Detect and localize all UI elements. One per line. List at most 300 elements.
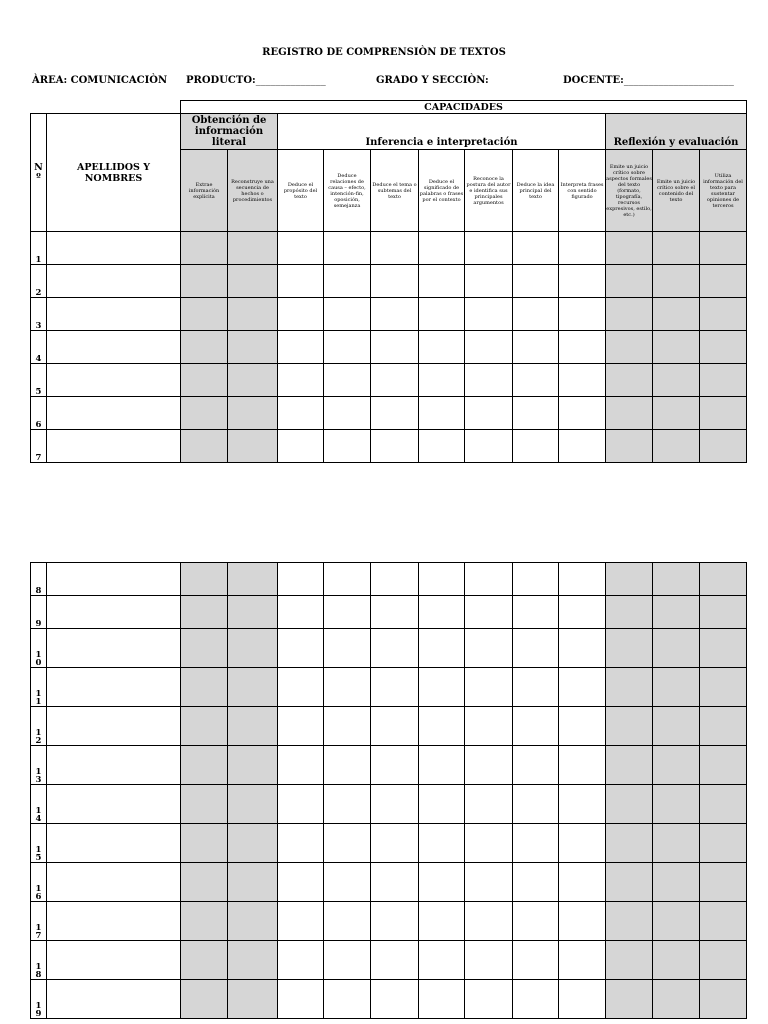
- score-cell[interactable]: [181, 668, 228, 707]
- score-cell[interactable]: [278, 668, 324, 707]
- subheader-10: Emite un juicio crítico sobre aspectos formales del texto (formato, tipografía, recursos expresivos, estilo, etc.): [606, 150, 653, 232]
- score-cell[interactable]: [653, 863, 700, 902]
- score-cell[interactable]: [606, 668, 653, 707]
- score-cell[interactable]: [371, 668, 419, 707]
- score-cell[interactable]: [228, 397, 278, 430]
- score-cell[interactable]: [419, 824, 465, 863]
- score-cell[interactable]: [513, 668, 559, 707]
- score-cell[interactable]: [559, 596, 606, 629]
- score-cell[interactable]: [700, 265, 747, 298]
- score-cell[interactable]: [606, 824, 653, 863]
- subheader-5: Deduce el tema o subtemas del texto: [371, 150, 419, 232]
- score-cell[interactable]: [278, 364, 324, 397]
- score-cell[interactable]: [181, 232, 228, 265]
- score-cell[interactable]: [465, 596, 513, 629]
- score-cell[interactable]: [324, 980, 371, 1019]
- student-name-cell[interactable]: [47, 785, 181, 824]
- score-cell[interactable]: [653, 331, 700, 364]
- score-cell[interactable]: [324, 863, 371, 902]
- row-number: 8: [31, 563, 47, 596]
- row-number: 2: [31, 265, 47, 298]
- score-cell[interactable]: [324, 941, 371, 980]
- score-cell[interactable]: [181, 980, 228, 1019]
- score-cell[interactable]: [606, 364, 653, 397]
- score-cell[interactable]: [228, 232, 278, 265]
- score-cell[interactable]: [700, 397, 747, 430]
- score-cell[interactable]: [700, 629, 747, 668]
- score-cell[interactable]: [653, 232, 700, 265]
- score-cell[interactable]: [653, 785, 700, 824]
- student-name-cell[interactable]: [47, 746, 181, 785]
- score-cell[interactable]: [181, 596, 228, 629]
- score-cell[interactable]: [228, 331, 278, 364]
- student-row: [31, 430, 747, 463]
- score-cell[interactable]: [465, 265, 513, 298]
- docente-label: DOCENTE:: [563, 75, 624, 86]
- score-cell[interactable]: [278, 596, 324, 629]
- score-cell[interactable]: [419, 298, 465, 331]
- score-cell[interactable]: [559, 397, 606, 430]
- score-cell[interactable]: [278, 265, 324, 298]
- score-cell[interactable]: [419, 629, 465, 668]
- score-cell[interactable]: [653, 941, 700, 980]
- score-cell[interactable]: [559, 364, 606, 397]
- score-cell[interactable]: [324, 785, 371, 824]
- score-cell[interactable]: [371, 746, 419, 785]
- row-number: 1: [31, 232, 47, 265]
- student-row: [31, 563, 747, 596]
- score-cell[interactable]: [559, 902, 606, 941]
- score-cell[interactable]: [559, 785, 606, 824]
- score-cell[interactable]: [606, 902, 653, 941]
- score-cell[interactable]: [653, 364, 700, 397]
- row-number: 9: [31, 596, 47, 629]
- score-cell[interactable]: [419, 397, 465, 430]
- score-cell[interactable]: [465, 397, 513, 430]
- score-cell[interactable]: [371, 941, 419, 980]
- score-cell[interactable]: [700, 331, 747, 364]
- score-cell[interactable]: [606, 707, 653, 746]
- score-cell[interactable]: [228, 863, 278, 902]
- score-cell[interactable]: [371, 364, 419, 397]
- score-cell[interactable]: [465, 707, 513, 746]
- score-cell[interactable]: [465, 563, 513, 596]
- score-cell[interactable]: [278, 941, 324, 980]
- score-cell[interactable]: [513, 563, 559, 596]
- score-cell[interactable]: [465, 331, 513, 364]
- subheader-11: Emite un juicio crítico sobre el contenido del texto: [653, 150, 700, 232]
- score-cell[interactable]: [181, 902, 228, 941]
- score-cell[interactable]: [324, 668, 371, 707]
- score-cell[interactable]: [653, 902, 700, 941]
- score-cell[interactable]: [653, 596, 700, 629]
- score-cell[interactable]: [371, 298, 419, 331]
- student-name-cell[interactable]: [47, 298, 181, 331]
- score-cell[interactable]: [419, 668, 465, 707]
- score-cell[interactable]: [559, 232, 606, 265]
- score-cell[interactable]: [513, 364, 559, 397]
- student-name-cell[interactable]: [47, 397, 181, 430]
- student-name-cell[interactable]: [47, 430, 181, 463]
- score-cell[interactable]: [700, 707, 747, 746]
- score-cell[interactable]: [513, 397, 559, 430]
- score-cell[interactable]: [324, 364, 371, 397]
- score-cell[interactable]: [371, 331, 419, 364]
- score-cell[interactable]: [559, 668, 606, 707]
- score-cell[interactable]: [513, 331, 559, 364]
- student-row: [31, 707, 747, 746]
- score-cell[interactable]: [228, 746, 278, 785]
- score-cell[interactable]: [228, 265, 278, 298]
- score-cell[interactable]: [513, 707, 559, 746]
- score-cell[interactable]: [278, 863, 324, 902]
- score-cell[interactable]: [181, 298, 228, 331]
- score-cell[interactable]: [606, 746, 653, 785]
- score-cell[interactable]: [700, 746, 747, 785]
- score-cell[interactable]: [513, 941, 559, 980]
- student-name-cell[interactable]: [47, 824, 181, 863]
- score-cell[interactable]: [278, 746, 324, 785]
- score-cell[interactable]: [278, 298, 324, 331]
- row-number: 1 1: [31, 668, 47, 707]
- score-cell[interactable]: [700, 596, 747, 629]
- score-cell[interactable]: [324, 563, 371, 596]
- student-name-cell[interactable]: [47, 629, 181, 668]
- row-number: 7: [31, 430, 47, 463]
- score-cell[interactable]: [700, 563, 747, 596]
- score-cell[interactable]: [559, 331, 606, 364]
- row-number: 1 2: [31, 707, 47, 746]
- score-cell[interactable]: [278, 824, 324, 863]
- student-row: [31, 746, 747, 785]
- score-cell[interactable]: [278, 232, 324, 265]
- score-cell[interactable]: [559, 265, 606, 298]
- score-cell[interactable]: [228, 902, 278, 941]
- score-cell[interactable]: [181, 430, 228, 463]
- score-cell[interactable]: [653, 397, 700, 430]
- subheader-1: Extrae información explícita: [181, 150, 228, 232]
- score-cell[interactable]: [653, 668, 700, 707]
- score-cell[interactable]: [371, 785, 419, 824]
- score-cell[interactable]: [228, 629, 278, 668]
- score-cell[interactable]: [324, 430, 371, 463]
- score-cell[interactable]: [465, 863, 513, 902]
- score-cell[interactable]: [228, 941, 278, 980]
- score-cell[interactable]: [278, 980, 324, 1019]
- score-cell[interactable]: [513, 232, 559, 265]
- student-name-cell[interactable]: [47, 596, 181, 629]
- row-number: 1 0: [31, 629, 47, 668]
- score-cell[interactable]: [181, 563, 228, 596]
- score-cell[interactable]: [181, 364, 228, 397]
- score-cell[interactable]: [419, 980, 465, 1019]
- score-cell[interactable]: [606, 232, 653, 265]
- score-cell[interactable]: [371, 824, 419, 863]
- score-cell[interactable]: [559, 980, 606, 1019]
- score-cell[interactable]: [371, 629, 419, 668]
- score-cell[interactable]: [278, 397, 324, 430]
- student-name-cell[interactable]: [47, 563, 181, 596]
- row-number: 1 8: [31, 941, 47, 980]
- score-cell[interactable]: [371, 596, 419, 629]
- score-cell[interactable]: [324, 298, 371, 331]
- student-row: [31, 824, 747, 863]
- score-cell[interactable]: [653, 980, 700, 1019]
- score-cell[interactable]: [228, 785, 278, 824]
- student-row: [31, 629, 747, 668]
- score-cell[interactable]: [228, 980, 278, 1019]
- score-cell[interactable]: [371, 980, 419, 1019]
- score-cell[interactable]: [513, 596, 559, 629]
- score-cell[interactable]: [513, 629, 559, 668]
- row-number: 5: [31, 364, 47, 397]
- score-cell[interactable]: [700, 430, 747, 463]
- score-cell[interactable]: [419, 232, 465, 265]
- student-name-cell[interactable]: [47, 331, 181, 364]
- subheader-12: Utiliza información del texto para sustentar opiniones de terceros: [700, 150, 747, 232]
- score-cell[interactable]: [700, 668, 747, 707]
- area-label: ÀREA: COMUNICACIÒN: [32, 75, 168, 86]
- score-cell[interactable]: [228, 707, 278, 746]
- score-cell[interactable]: [371, 863, 419, 902]
- score-cell[interactable]: [181, 265, 228, 298]
- score-cell[interactable]: [465, 980, 513, 1019]
- subheader-6: Deduce el significado de palabras o frases por el contexto: [419, 150, 465, 232]
- score-cell[interactable]: [513, 902, 559, 941]
- score-cell[interactable]: [700, 298, 747, 331]
- score-cell[interactable]: [371, 265, 419, 298]
- score-cell[interactable]: [559, 430, 606, 463]
- docente-blank: ______________________: [623, 75, 734, 86]
- score-cell[interactable]: [606, 331, 653, 364]
- score-cell[interactable]: [181, 785, 228, 824]
- score-cell[interactable]: [653, 265, 700, 298]
- group-obtencion: Obtención de información literal: [181, 114, 278, 150]
- student-name-cell[interactable]: [47, 232, 181, 265]
- score-cell[interactable]: [700, 902, 747, 941]
- score-cell[interactable]: [324, 596, 371, 629]
- student-row: [31, 265, 747, 298]
- subheader-3: Deduce el propósito del texto: [278, 150, 324, 232]
- score-cell[interactable]: [653, 707, 700, 746]
- subheader-9: Interpreta frases con sentido figurado: [559, 150, 606, 232]
- score-cell[interactable]: [559, 629, 606, 668]
- score-cell[interactable]: [419, 364, 465, 397]
- score-cell[interactable]: [513, 863, 559, 902]
- producto-blank: ______________: [255, 75, 326, 86]
- score-cell[interactable]: [228, 430, 278, 463]
- score-cell[interactable]: [324, 902, 371, 941]
- score-cell[interactable]: [181, 863, 228, 902]
- score-cell[interactable]: [653, 563, 700, 596]
- score-cell[interactable]: [371, 397, 419, 430]
- student-row: [31, 785, 747, 824]
- numero-header: N º: [31, 114, 47, 232]
- score-cell[interactable]: [559, 746, 606, 785]
- score-cell[interactable]: [324, 629, 371, 668]
- score-cell[interactable]: [606, 596, 653, 629]
- student-row: [31, 668, 747, 707]
- score-cell[interactable]: [465, 746, 513, 785]
- score-cell[interactable]: [465, 232, 513, 265]
- student-name-cell[interactable]: [47, 707, 181, 746]
- docente-field: [563, 75, 734, 86]
- nombres-header: APELLIDOS Y NOMBRES: [47, 114, 181, 232]
- score-cell[interactable]: [419, 785, 465, 824]
- student-name-cell[interactable]: [47, 863, 181, 902]
- score-cell[interactable]: [181, 824, 228, 863]
- score-cell[interactable]: [606, 785, 653, 824]
- row-number: 1 6: [31, 863, 47, 902]
- blank-corner: [31, 101, 181, 114]
- score-cell[interactable]: [465, 824, 513, 863]
- score-cell[interactable]: [278, 707, 324, 746]
- score-cell[interactable]: [513, 746, 559, 785]
- score-cell[interactable]: [278, 430, 324, 463]
- score-cell[interactable]: [700, 941, 747, 980]
- score-cell[interactable]: [419, 746, 465, 785]
- score-cell[interactable]: [181, 397, 228, 430]
- score-cell[interactable]: [559, 707, 606, 746]
- student-name-cell[interactable]: [47, 364, 181, 397]
- score-cell[interactable]: [606, 298, 653, 331]
- score-cell[interactable]: [228, 824, 278, 863]
- score-cell[interactable]: [371, 563, 419, 596]
- score-cell[interactable]: [181, 331, 228, 364]
- student-name-cell[interactable]: [47, 902, 181, 941]
- score-cell[interactable]: [606, 863, 653, 902]
- score-cell[interactable]: [228, 364, 278, 397]
- score-cell[interactable]: [278, 331, 324, 364]
- score-cell[interactable]: [324, 265, 371, 298]
- row-number: 1 4: [31, 785, 47, 824]
- producto-field: [186, 75, 326, 86]
- student-name-cell[interactable]: [47, 668, 181, 707]
- score-cell[interactable]: [419, 265, 465, 298]
- score-cell[interactable]: [324, 232, 371, 265]
- score-cell[interactable]: [700, 824, 747, 863]
- score-cell[interactable]: [181, 746, 228, 785]
- score-cell[interactable]: [324, 331, 371, 364]
- score-cell[interactable]: [371, 902, 419, 941]
- row-number: 1 9: [31, 980, 47, 1019]
- score-cell[interactable]: [513, 298, 559, 331]
- score-cell[interactable]: [513, 430, 559, 463]
- score-cell[interactable]: [371, 232, 419, 265]
- student-row: [31, 298, 747, 331]
- score-cell[interactable]: [278, 902, 324, 941]
- student-row: [31, 232, 747, 265]
- score-cell[interactable]: [513, 824, 559, 863]
- subheader-7: Reconoce la postura del autor e identifica sus principales argumentos: [465, 150, 513, 232]
- score-cell[interactable]: [513, 980, 559, 1019]
- score-cell[interactable]: [278, 629, 324, 668]
- score-cell[interactable]: [465, 629, 513, 668]
- grado-label: GRADO Y SECCIÒN:: [376, 75, 489, 86]
- score-cell[interactable]: [465, 430, 513, 463]
- score-cell[interactable]: [653, 430, 700, 463]
- score-cell[interactable]: [324, 707, 371, 746]
- student-row: [31, 331, 747, 364]
- score-cell[interactable]: [465, 364, 513, 397]
- row-number: 1 7: [31, 902, 47, 941]
- score-cell[interactable]: [700, 232, 747, 265]
- score-cell[interactable]: [559, 863, 606, 902]
- score-cell[interactable]: [181, 941, 228, 980]
- score-cell[interactable]: [606, 629, 653, 668]
- score-cell[interactable]: [653, 298, 700, 331]
- score-cell[interactable]: [465, 785, 513, 824]
- score-cell[interactable]: [700, 863, 747, 902]
- score-cell[interactable]: [606, 980, 653, 1019]
- row-number: 6: [31, 397, 47, 430]
- score-cell[interactable]: [465, 298, 513, 331]
- score-cell[interactable]: [653, 629, 700, 668]
- score-cell[interactable]: [465, 941, 513, 980]
- score-cell[interactable]: [278, 785, 324, 824]
- score-cell[interactable]: [653, 746, 700, 785]
- score-cell[interactable]: [324, 824, 371, 863]
- score-cell[interactable]: [606, 430, 653, 463]
- score-cell[interactable]: [181, 707, 228, 746]
- capacidades-header: CAPACIDADES: [181, 101, 747, 114]
- score-cell[interactable]: [700, 364, 747, 397]
- score-cell[interactable]: [324, 397, 371, 430]
- row-number: 1 5: [31, 824, 47, 863]
- score-cell[interactable]: [513, 785, 559, 824]
- score-cell[interactable]: [371, 430, 419, 463]
- score-cell[interactable]: [371, 707, 419, 746]
- score-cell[interactable]: [700, 785, 747, 824]
- score-cell[interactable]: [419, 430, 465, 463]
- score-cell[interactable]: [606, 941, 653, 980]
- score-cell[interactable]: [181, 629, 228, 668]
- score-cell[interactable]: [465, 902, 513, 941]
- score-cell[interactable]: [513, 265, 559, 298]
- score-cell[interactable]: [606, 265, 653, 298]
- score-cell[interactable]: [559, 298, 606, 331]
- score-cell[interactable]: [228, 596, 278, 629]
- score-cell[interactable]: [419, 331, 465, 364]
- score-cell[interactable]: [419, 707, 465, 746]
- score-cell[interactable]: [324, 746, 371, 785]
- score-cell[interactable]: [559, 941, 606, 980]
- score-cell[interactable]: [228, 563, 278, 596]
- row-number: 1 3: [31, 746, 47, 785]
- score-cell[interactable]: [606, 397, 653, 430]
- student-name-cell[interactable]: [47, 980, 181, 1019]
- score-cell[interactable]: [419, 941, 465, 980]
- score-cell[interactable]: [228, 668, 278, 707]
- score-cell[interactable]: [419, 902, 465, 941]
- student-name-cell[interactable]: [47, 265, 181, 298]
- score-cell[interactable]: [419, 563, 465, 596]
- subheader-8: Deduce la idea principal del texto: [513, 150, 559, 232]
- score-cell[interactable]: [606, 563, 653, 596]
- score-cell[interactable]: [653, 824, 700, 863]
- subheader-4: Deduce relaciones de causa – efecto, intención-fin, oposición, semejanza: [324, 150, 371, 232]
- score-cell[interactable]: [228, 298, 278, 331]
- score-cell[interactable]: [465, 668, 513, 707]
- score-cell[interactable]: [700, 980, 747, 1019]
- student-name-cell[interactable]: [47, 941, 181, 980]
- score-cell[interactable]: [559, 563, 606, 596]
- student-row: [31, 941, 747, 980]
- score-cell[interactable]: [419, 863, 465, 902]
- score-cell[interactable]: [419, 596, 465, 629]
- score-cell[interactable]: [278, 563, 324, 596]
- score-cell[interactable]: [559, 824, 606, 863]
